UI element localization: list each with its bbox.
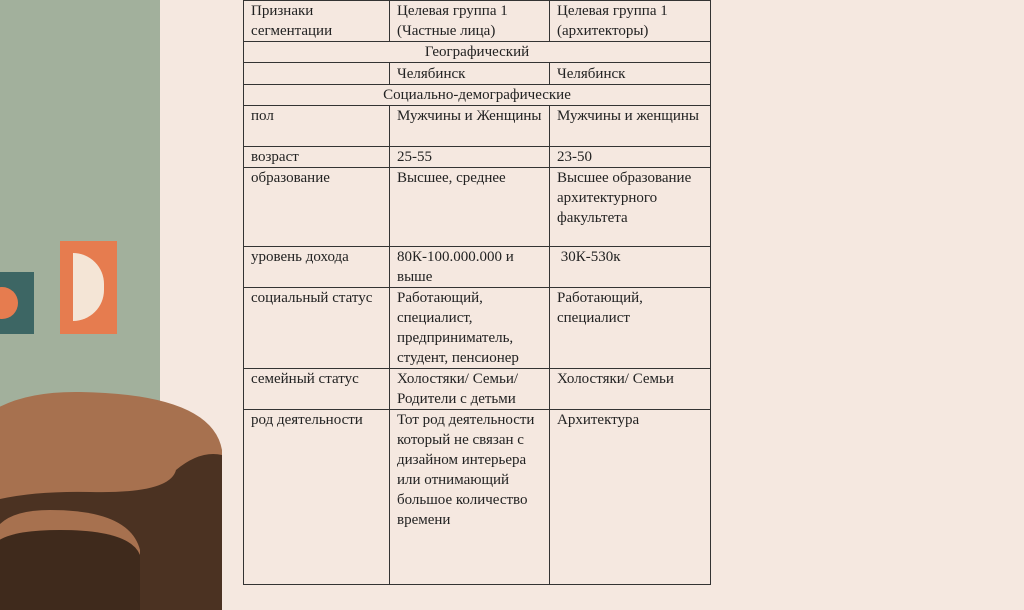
cell-architects: Высшее образование архитектурного факультета <box>550 168 711 247</box>
cell-private: 25-55 <box>390 147 550 168</box>
cell-feature: социальный статус <box>244 288 390 369</box>
section-row-sociodemographic <box>244 85 711 106</box>
segmentation-table <box>243 0 711 585</box>
cell-private: Тот род деятельности который не связан с дизайном интерьера или отнимающий большое количество времени <box>390 410 550 585</box>
cell-architects: Архитектура <box>550 410 711 585</box>
cell-architects: 23-50 <box>550 147 711 168</box>
decor-half-circle-shape <box>73 253 104 321</box>
table-row <box>244 369 711 410</box>
table-row <box>244 147 711 168</box>
section-title: Географический <box>244 42 711 63</box>
cell-feature: семейный статус <box>244 369 390 410</box>
cell-architects: Мужчины и женщины <box>550 106 711 147</box>
table-header-row <box>244 1 711 42</box>
cell-architects: Холостяки/ Семьи <box>550 369 711 410</box>
header-feature: Признаки сегментации <box>244 1 390 42</box>
cell-feature: возраст <box>244 147 390 168</box>
cell-architects: Челябинск <box>550 63 711 85</box>
table-row <box>244 168 711 247</box>
cell-feature: образование <box>244 168 390 247</box>
decor-frame-half-circle <box>60 241 117 334</box>
cell-private: Работающий, специалист, предприниматель, студент, пенсионер <box>390 288 550 369</box>
decor-frame-circle <box>0 272 34 334</box>
table-row <box>244 247 711 288</box>
header-group-architects: Целевая группа 1 (архитекторы) <box>550 1 711 42</box>
cell-private: Холостяки/ Семьи/ Родители с детьми <box>390 369 550 410</box>
section-title: Социально-демографические <box>244 85 711 106</box>
decor-circle-shape <box>0 287 18 319</box>
table-row <box>244 106 711 147</box>
cell-architects: 30К-530к <box>550 247 711 288</box>
cell-feature: род деятельности <box>244 410 390 585</box>
table-row <box>244 288 711 369</box>
cell-private: Мужчины и Женщины <box>390 106 550 147</box>
table-row <box>244 63 711 85</box>
decor-armchair <box>0 380 222 610</box>
header-group-private: Целевая группа 1 (Частные лица) <box>390 1 550 42</box>
cell-private: Высшее, среднее <box>390 168 550 247</box>
section-row-geographic <box>244 42 711 63</box>
cell-private: 80К-100.000.000 и выше <box>390 247 550 288</box>
cell-feature: пол <box>244 106 390 147</box>
table-row <box>244 410 711 585</box>
cell-private: Челябинск <box>390 63 550 85</box>
cell-feature <box>244 63 390 85</box>
cell-architects: Работающий, специалист <box>550 288 711 369</box>
cell-feature: уровень дохода <box>244 247 390 288</box>
